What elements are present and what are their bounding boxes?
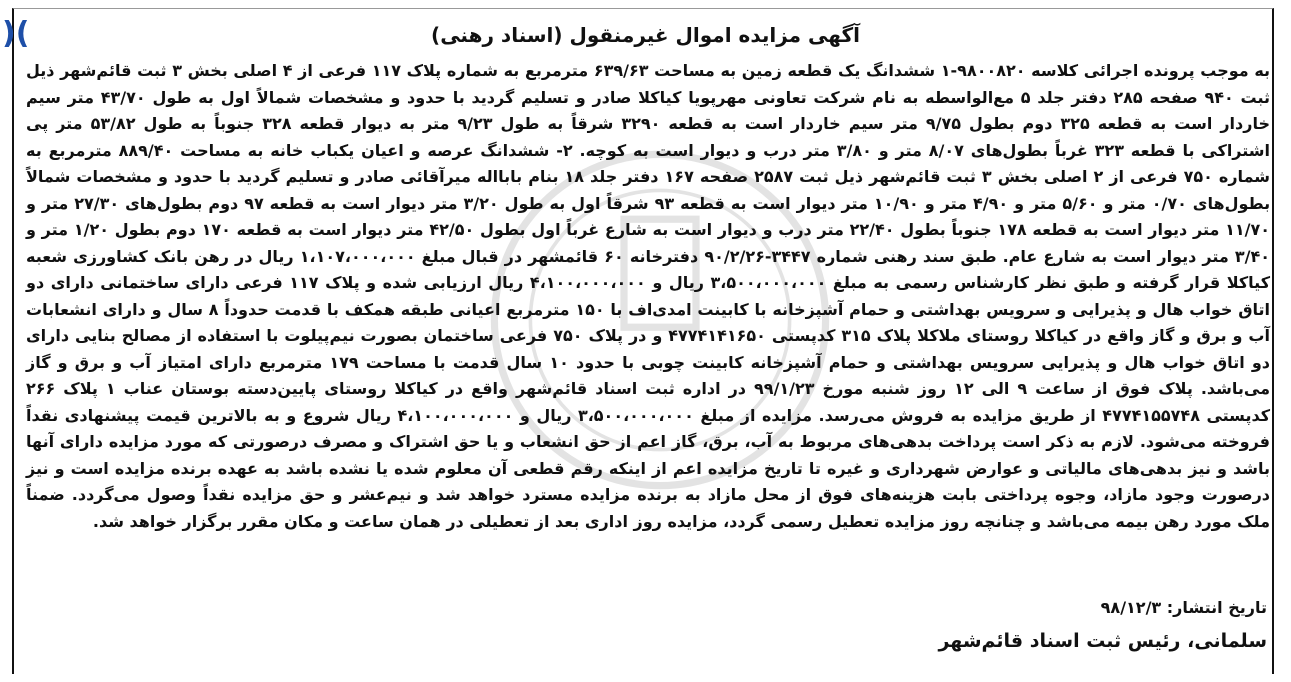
signature: سلمانی، رئیس ثبت اسناد قائم‌شهر [938,630,1267,652]
notice-body: به موجب پرونده اجرائی کلاسه ۹۸۰۰۸۲۰-۱ ششدانگ یک قطعه زمین به مساحت ۶۳۹/۶۳ مترمربع به شماره پلاک ۱۱۷ فرعی از ۴ اصلی بخش ۳ ثبت قائم‌شهر ذیل ثبت ۹۴۰ صفحه ۲۸۵ دفتر جلد ۵ مع‌الواسطه به نام شرکت تعاونی مهرپویا کیاکلا صادر و تسلیم گردید با حدود و مشخصات شمالاً اول به طول ۴۳/۷۰ متر سیم خاردار است به قطعه ۳۲۵ دوم بطول ۹/۷۵ متر سیم خاردار است به قطعه ۳۲۹۰ شرقاً به طول ۹/۲۳ متر به دیوار قطعه ۳۲۸ جنوباً به طول ۵۳/۸۲ متر پی اشتراکی با قطعه ۳۲۳ غرباً بطول‌های ۸/۰۷ متر و ۳/۸۰ متر درب و دیوار است به کوچه. ۲- ششدانگ عرصه و اعیان یکباب خانه به مساحت ۸۸۹/۴۰ مترمربع به شماره ۷۵۰ فرعی از ۲ اصلی بخش ۳ ثبت قائم‌شهر ذیل ثبت ۲۵۸۷ صفحه ۱۶۷ دفتر جلد ۱۸ بنام بابااله میرآقائی صادر و تسلیم گردید با حدود و مشخصات شمالاً بطول‌های ۰/۷۰ متر و ۵/۶۰ متر و ۴/۹۰ متر و ۱۰/۹۰ متر دیوار است به قطعه ۹۳ شرقاً اول به طول ۳/۲۰ متر دیوار است به قطعه ۹۷ دوم بطول‌های ۲۷/۳۰ متر و ۱۱/۷۰ متر دیوار است به قطعه ۱۷۸ جنوباً بطول ۲۲/۴۰ متر درب و دیوار است به شارع غرباً اول بطول ۴۲/۵۰ متر دیوار است به قطعه ۱۷۰ دوم بطول ۱/۲۰ متر و ۳/۴۰ متر دیوار است به شارع عام. طبق سند رهنی شماره ۳۴۴۷-۹۰/۲/۲۶ دفترخانه ۶۰ قائمشهر در قبال مبلغ ۱،۱۰۷،۰۰۰،۰۰۰ ریال در رهن بانک کشاورزی شعبه کیاکلا قرار گرفته و طبق نظر کارشناس رسمی به مبلغ ۳،۵۰۰،۰۰۰،۰۰۰ ریال و ۴،۱۰۰،۰۰۰،۰۰۰ ریال ارزیابی شده و پلاک ۱۱۷ فرعی دارای ساختمانی دارای دو اتاق خواب هال و پذیرایی و سرویس بهداشتی و حمام آشپزخانه با کابینت امدی‌اف با ۱۵۰ مترمربع اعیانی طبقه همکف با قدمت حدوداً ۸ سال و دارای انشعابات آب و برق و گاز واقع در کیاکلا روستای ملاکلا پلاک ۳۱۵ کدپستی ۴۷۷۴۱۴۱۶۵۰ و در پلاک ۷۵۰ فرعی ساختمان بصورت نیم‌پیلوت با استفاده از مصالح بنایی دارای دو اتاق خواب هال و پذیرایی سرویس بهداشتی و حمام آشپزخانه کابینت چوبی با حدود ۱۰ سال قدمت با مساحت ۱۷۹ مترمربع دارای امتیاز آب و برق و گاز می‌باشد. پلاک فوق از ساعت ۹ الی ۱۲ روز شنبه مورخ ۹۹/۱/۲۳ در اداره ثبت اسناد قائم‌شهر واقع در کیاکلا روستای پایین‌دسته بوستان عناب ۱ پلاک ۲۶۶ کدپستی ۴۷۷۴۱۵۵۷۴۸ از طریق مزایده به فروش می‌رسد. مزایده از مبلغ ۳،۵۰۰،۰۰۰،۰۰۰ ریال و ۴،۱۰۰،۰۰۰،۰۰۰ ریال شروع و به بالاترین قیمت پیشنهادی نقداً فروخته می‌شود. لازم به ذکر است پرداخت بدهی‌های مربوط به آب، برق، گاز اعم از حق انشعاب و یا حق اشتراک و مصرف درصورتی که مورد مزایده دارای آنها باشد و نیز بدهی‌های مالیاتی و عوارض شهرداری و غیره تا تاریخ مزایده اعم از اینکه رقم قطعی آن معلوم شده یا نشده باشد به عهده برنده مزایده است و نیز درصورت وجود مازاد، وجوه پرداختی بابت هزینه‌های فوق از محل مازاد به برنده مزایده مسترد خواهد شد و نیم‌عشر و حق مزایده نقداً وصول می‌گردد. ضمناً ملک مورد رهن بیمه می‌باشد و چنانچه روز مزایده تعطیل رسمی گردد، مزایده روز اداری بعد از تعطیلی در همان ساعت و مکان مقرر برگزار خواهد شد. [26,61,1271,531]
publication-date: تاریخ انتشار: ۹۸/۱۲/۳ [1100,598,1267,617]
notice-title: آگهی مزایده اموال غیرمنقول (اسناد رهنی) [431,23,860,47]
corner-mark: )( [2,16,30,51]
